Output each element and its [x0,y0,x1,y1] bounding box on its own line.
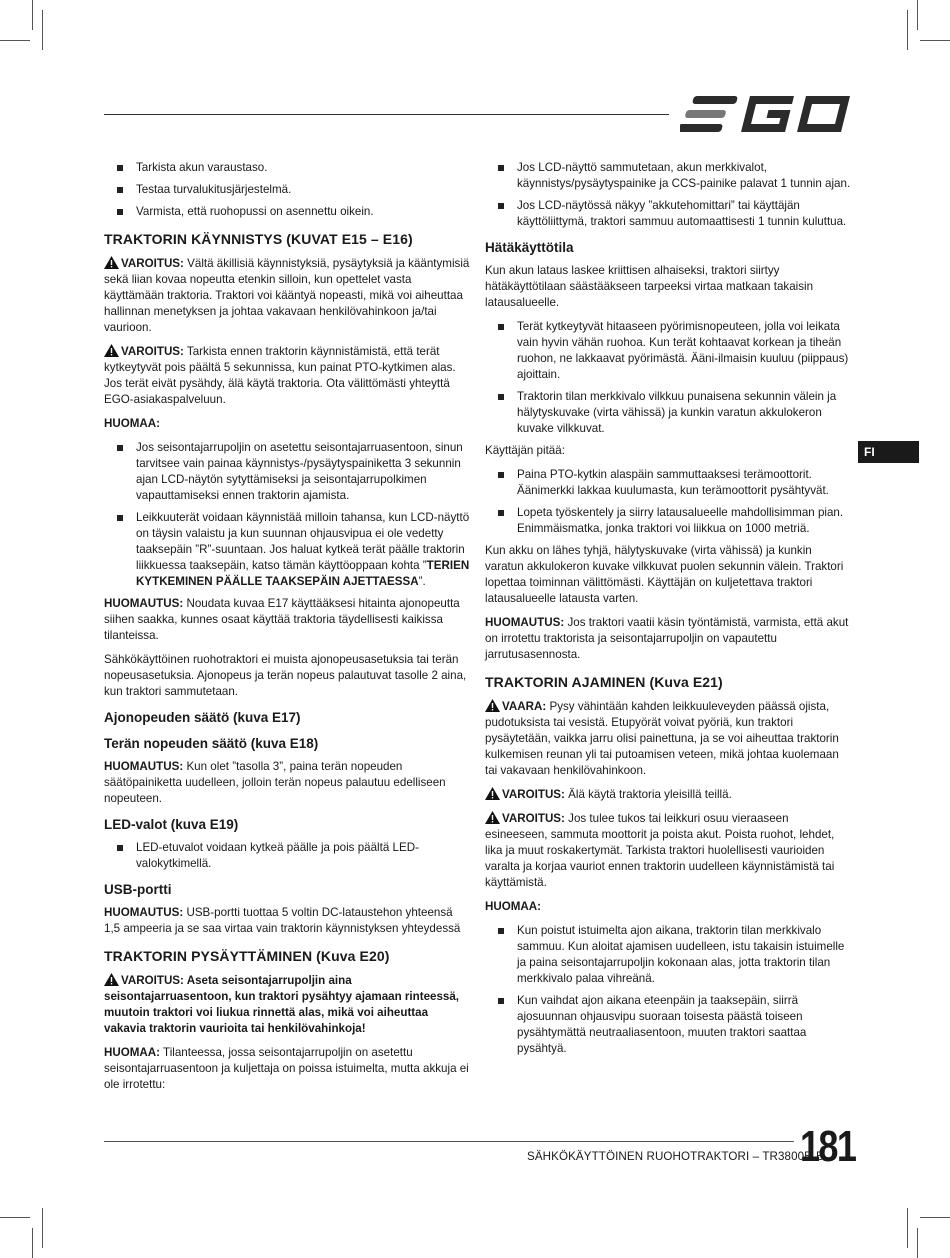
page-number: 181 [800,1122,856,1171]
list-item [104,510,470,590]
crop-mark [0,1217,30,1218]
emergency-list [485,319,853,437]
crop-mark [907,10,908,50]
list-item: Testaa turvalukitusjärjestelmä. [104,182,470,198]
crop-mark [42,1208,43,1248]
crop-mark [32,0,33,30]
crop-mark [0,40,30,41]
list-item: Lopeta työskentely ja siirry latausalueelle mahdollisimman pian. Enimmäismatka, jonka traktori voi liikkua on 1000 metriä. [485,505,853,537]
lcd-list [485,160,853,230]
remark-text: Noudata kuvaa E17 käyttääksesi hitainta ajonopeutta siihen saakka, kunnes osaat käyttää traktoria täydellisesti kaikissa tilanteissa. [104,597,460,642]
remark-label: HUOMAUTUS: [104,906,184,919]
warning-text: Tarkista ennen traktorin käynnistämistä, että terät kytkeytyvät pois päältä 5 sekunnissa, kun painat PTO-kytkimen alas. Jos terät eivät pysähdy, älä käytä traktoria. Ota välittömästi yhteyttä EGO-asiakaspalveluun. [104,345,456,406]
list-item: Kun poistut istuimelta ajon aikana, traktorin tilan merkkivalo sammuu. Kun aloitat ajamisen uudelleen, istu takaisin istuimelle ja paina seisontajarrupoljin kokonaan alas, jotta traktorin tilan merkkivalo palaa vihreänä. [485,923,853,987]
remark-paragraph [104,905,470,937]
checklist [104,160,470,220]
subheading: Terän nopeuden säätö (kuva E18) [104,736,319,751]
right-column [485,160,853,1063]
note-label: HUOMAA: [104,1046,161,1059]
warning-icon [104,973,119,986]
note-list [485,923,853,1057]
warning-paragraph [104,256,470,336]
warning-icon [104,344,119,357]
warning-text: Älä käytä traktoria yleisillä teillä. [568,788,732,801]
subheading: USB-portti [104,882,172,897]
paragraph: Sähkökäyttöinen ruohotraktori ei muista ajonopeusasetuksia tai terän nopeusasetuksia. Ajonopeus ja terän nopeus palautuvat tasolle 2 aina, kun traktori sammutetaan. [104,653,467,698]
warning-text: Vältä äkillisiä käynnistyksiä, pysäytyksiä ja kääntymisiä sekä liian kovaa nopeutta etenkin silloin, kun opettelet vasta käyttämään traktoria. Traktori voi kääntyä nopeasti, mikä voi aiheuttaa hallinnan menetyksen ja johtaa vakavaan henkilövahinkoon ja/tai vaurioon. [104,257,470,334]
crop-mark [917,0,918,30]
remark-paragraph [485,615,853,663]
subheading: Ajonopeuden säätö (kuva E17) [104,710,301,725]
list-item-end: ”. [418,575,426,588]
note-label: HUOMAA: [485,900,542,913]
warning-icon [485,699,500,712]
remark-label: HUOMAUTUS: [485,616,565,629]
warning-paragraph [485,811,853,891]
paragraph: Käyttäjän pitää: [485,444,565,457]
warning-text: Aseta seisontajarrupoljin aina seisontajarruasentoon, kun traktori pysähtyy ajamaan rinteessä, muutoin traktori voi liukua rinnettä alas, mikä voi aiheuttaa vakavia traktorin vaurioita tai henkilövahinkoja! [104,974,460,1035]
footer-rule [104,1141,794,1142]
paragraph: Kun akun lataus laskee kriittisen alhaiseksi, traktori siirtyy hätäkäyttötilaan säästääkseen tarpeeksi virtaa matkaan takaisin latausalueelle. [485,264,814,309]
footer-title: SÄHKÖKÄYTTÖINEN RUOHOTRAKTORI – TR3800E-B [527,1150,824,1163]
list-item: Kun vaihdat ajon aikana eteenpäin ja taaksepäin, siirrä ajosuunnan ohjausvipu suoraan toisesta päästä toiseen pysähtymättä neutraaliasentoon, muuten traktori saattaa pysähtyä. [485,993,853,1057]
warning-label: VAROITUS: [121,974,184,987]
danger-label: VAARA: [502,700,547,713]
remark-text: Kun olet ”tasolla 3”, paina terän nopeuden säätöpainiketta uudelleen, jolloin terän nopeus palautuu edelliseen nopeuteen. [104,760,446,805]
warning-icon [104,256,119,269]
warning-paragraph [104,344,470,408]
remark-label: HUOMAUTUS: [104,760,184,773]
remark-label: HUOMAUTUS: [104,597,184,610]
note-label: HUOMAA: [104,417,161,430]
list-item-text: Leikkuuterät voidaan käynnistää milloin tahansa, kun LCD-näyttö on täysin valaistu ja kun suunnan ohjausvipua ei ole vedetty taaksepäin ”R”-suuntaan. Jos haluat kytkeä terät päälle traktorin liikkuessa taaksepäin, katso tämän käyttöoppaan kohta ” [136,511,470,572]
warning-text: Jos tulee tukos tai leikkuri osuu vieraaseen esineeseen, sammuta moottorit ja poista akut. Poista ruohot, lehdet, lika ja muut roskakertymät. Tarkista traktori huolellisesti vaurioiden varalta ja korjaa vauriot ennen traktorin uudelleen käynnistämistä tai käyttämistä. [485,812,835,889]
list-item: Varmista, että ruohopussi on asennettu oikein. [104,204,470,220]
reference-section: TERIEN KYTKEMINEN PÄÄLLE TAAKSEPÄIN AJETTAESSA [136,559,470,588]
warning-icon [485,811,500,824]
crop-mark [42,10,43,50]
subheading: Hätäkäyttötila [485,240,574,255]
crop-mark [920,1217,950,1218]
crop-mark [907,1208,908,1248]
list-item: Terät kytkeytyvät hitaaseen pyörimisnopeuteen, jolla voi leikata vain hyvin vähän ruohoa. Kun terät kohtaavat korkean ja tiheän ruohon, ne lakkaavat pyörimästä. Ääni-ilmaisin kuuluu (piippaus) ajoittain. [485,319,853,383]
ego-logo [680,96,852,132]
list-item: Traktorin tilan merkkivalo vilkkuu punaisena sekunnin välein ja hälytyskuvake (virta vähissä) ja kunkin varatun akkulokeron kuvake vilkkuvat. [485,389,853,437]
warning-label: VAROITUS: [502,812,565,825]
warning-label: VAROITUS: [121,257,184,270]
list-item: Jos LCD-näytössä näkyy ”akkutehomittari” tai käyttäjän käyttöliittymä, traktori sammuu automaattisesti 1 tunnin kuluttua. [485,198,853,230]
section-heading-stop: TRAKTORIN PYSÄYTTÄMINEN (Kuva E20) [104,948,390,964]
list-item: Paina PTO-kytkin alaspäin sammuttaaksesi terämoottorit. Äänimerkki lakkaa kuulumasta, kun terämoottorit pysähtyvät. [485,467,853,499]
warning-icon [485,787,500,800]
list-item: Tarkista akun varaustaso. [104,160,470,176]
list-item: Jos LCD-näyttö sammutetaan, akun merkkivalot, käynnistys/pysäytyspainike ja CCS-painike palavat 1 tunnin ajan. [485,160,853,192]
note-list [104,440,470,590]
header-rule [104,114,669,115]
note-paragraph [104,1045,470,1093]
remark-text: USB-portti tuottaa 5 voltin DC-lataustehon yhteensä 1,5 ampeeria ja se saa virtaa vain traktorin käynnistyksen yhteydessä [104,906,461,935]
led-list [104,840,470,872]
paragraph: Kun akku on lähes tyhjä, hälytyskuvake (virta vähissä) ja kunkin varatun akkulokeron kuvake vilkkuvat puolen sekunnin välein. Traktori lopettaa toiminnan välittömästi. Käyttäjän on kuljetettava traktori latausalueelle latausta varten. [485,544,844,605]
warning-label: VAROITUS: [121,345,184,358]
section-heading-driving: TRAKTORIN AJAMINEN (Kuva E21) [485,674,723,690]
danger-paragraph [485,699,853,779]
danger-text: Pysy vähintään kahden leikkuuleveyden päässä ojista, pudotuksista tai vesistä. Etupyörät voivat pyöriä, kun traktori pysäytetään, vaikka jarru olisi painettuna, ja se voi aiheuttaa traktorin kulkemisen reunan yli tai putoamisen veteen, mikä johtaa kuolemaan tai vakavaan henkilövahinkoon. [485,700,839,777]
crop-mark [32,1228,33,1258]
crop-mark [917,1228,918,1258]
remark-paragraph [104,759,470,807]
remark-text: Jos traktori vaatii käsin työntämistä, varmista, että akut on irrotettu traktorista ja seisontajarrupoljin on vapautettu jarrutusasennosta. [485,616,849,661]
warning-paragraph [104,973,470,1037]
list-item: LED-etuvalot voidaan kytkeä päälle ja pois päältä LED-valokytkimellä. [104,840,470,872]
remark-paragraph [104,596,470,644]
warning-paragraph [485,787,853,803]
language-tab: FI [858,441,919,463]
section-heading-start: TRAKTORIN KÄYNNISTYS (KUVAT E15 – E16) [104,231,413,247]
list-item: Jos seisontajarrupoljin on asetettu seisontajarruasentoon, sinun tarvitsee vain painaa käynnistys-/pysäytyspainiketta 3 sekunnin ajan LCD-näytön sytyttämiseksi ja seisontajarrupolkimen vapauttamiseksi ennen traktorin ajamista. [104,440,470,504]
warning-label: VAROITUS: [502,788,565,801]
user-list [485,467,853,537]
left-column [104,160,470,1101]
note-text: Tilanteessa, jossa seisontajarrupoljin on asetettu seisontajarruasentoon ja kuljettaja on poissa istuimelta, mutta akkuja ei ole irrotettu: [104,1046,469,1091]
crop-mark [920,40,950,41]
subheading: LED-valot (kuva E19) [104,817,239,832]
